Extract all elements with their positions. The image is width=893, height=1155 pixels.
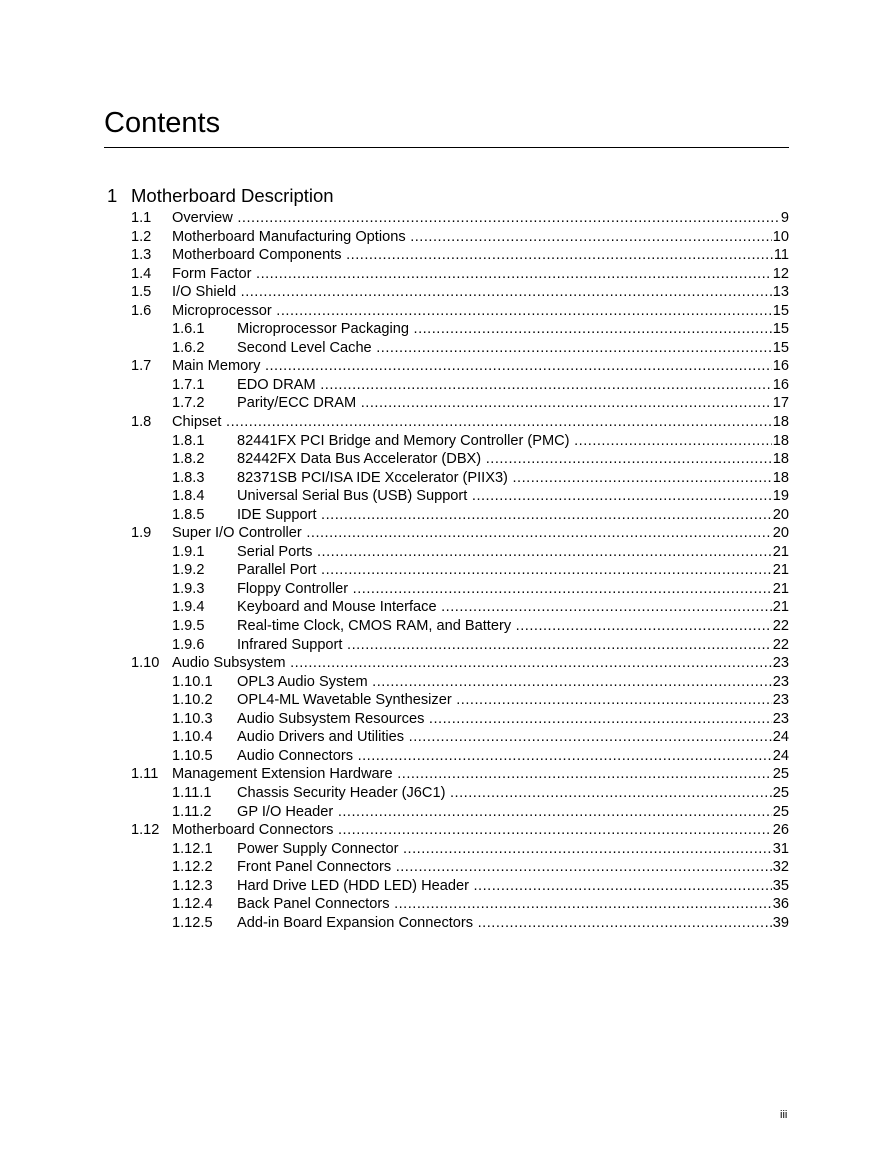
toc-entry-page: 18	[772, 414, 789, 431]
toc-entry[interactable]	[131, 413, 789, 432]
toc-entry[interactable]	[131, 320, 789, 339]
toc-entry-title: Audio Subsystem .....	[172, 654, 789, 673]
toc-entry-page: 9	[780, 210, 789, 226]
toc-entry-title: OPL4-ML Wavetable Synthesizer .....	[237, 691, 789, 710]
toc-entry-page: 39	[772, 914, 789, 931]
toc-entry-title: 82442FX Data Bus Accelerator (DBX) .....	[237, 450, 789, 469]
chapter-title: Motherboard Description	[131, 185, 334, 206]
toc-entry-page: 25	[772, 784, 789, 801]
toc-entry-page: 25	[772, 766, 789, 783]
toc-entry[interactable]	[131, 840, 789, 859]
toc-entry-number: 1.6.2	[172, 339, 205, 356]
toc-entry-title: Power Supply Connector .....	[237, 840, 789, 859]
toc-entry-number: 1.10.4	[172, 729, 213, 746]
toc-entry-page: 24	[772, 729, 789, 746]
toc-entry-number: 1.11.2	[172, 803, 212, 820]
toc-entry-page: 15	[772, 339, 789, 356]
toc-entry-number: 1.4	[131, 265, 152, 282]
toc-entry-page: 19	[772, 488, 789, 505]
toc-entry-number: 1.7.1	[172, 376, 205, 393]
chapter-heading	[107, 184, 334, 208]
toc-entry-page: 26	[772, 822, 789, 839]
toc-entry-number: 1.6.1	[172, 321, 205, 338]
toc-entry-page: 21	[772, 543, 789, 560]
toc-entry-page: 21	[772, 580, 789, 597]
toc-entry-number: 1.9.4	[172, 599, 205, 616]
toc-entry-number: 1.7.2	[172, 395, 205, 412]
toc-entry-title: Second Level Cache .....	[237, 339, 789, 358]
toc-entry[interactable]	[131, 895, 789, 914]
toc-entry[interactable]	[131, 858, 789, 877]
toc-entry-title: Main Memory .....	[172, 357, 789, 376]
toc-entry[interactable]	[131, 803, 789, 822]
toc-entry-title: Infrared Support .....	[237, 636, 789, 655]
toc-entry[interactable]	[131, 283, 789, 302]
toc-entry-number: 1.12.1	[172, 840, 213, 857]
toc-entry-page: 32	[772, 859, 789, 876]
toc-entry-page: 20	[772, 506, 789, 523]
toc-entry-page: 35	[772, 877, 789, 894]
toc-entry[interactable]	[131, 209, 789, 228]
toc-entry[interactable]	[131, 376, 789, 395]
toc-entry-title: Audio Drivers and Utilities .....	[237, 728, 789, 747]
toc-entry-number: 1.10.3	[172, 710, 213, 727]
toc-entry-page: 23	[772, 655, 789, 672]
toc-entry[interactable]	[131, 302, 789, 321]
toc-entry-title: IDE Support .....	[237, 506, 789, 525]
chapter-number: 1	[107, 185, 118, 206]
toc-entry-number: 1.2	[131, 228, 152, 245]
page-number: iii	[780, 1109, 788, 1121]
toc-entry-title: Keyboard and Mouse Interface .....	[237, 598, 789, 617]
toc-entry[interactable]	[131, 654, 789, 673]
toc-entry-number: 1.7	[131, 358, 152, 375]
table-of-contents	[131, 209, 789, 932]
toc-entry-title: Super I/O Controller .....	[172, 524, 789, 543]
toc-entry-number: 1.9.5	[172, 618, 205, 635]
toc-entry-page: 16	[772, 376, 789, 393]
toc-entry-title: Parity/ECC DRAM .....	[237, 394, 789, 413]
toc-entry-title: Microprocessor .....	[172, 302, 789, 321]
toc-entry-page: 11	[773, 247, 789, 264]
toc-entry-title: 82371SB PCI/ISA IDE Xccelerator (PIIX3) .....	[237, 469, 789, 488]
toc-entry-number: 1.9.6	[172, 636, 205, 653]
toc-entry-title: Back Panel Connectors .....	[237, 895, 789, 914]
toc-entry[interactable]	[131, 543, 789, 562]
toc-entry-title: Add-in Board Expansion Connectors .....	[237, 914, 789, 933]
toc-entry-number: 1.8.2	[172, 451, 205, 468]
toc-entry[interactable]	[131, 339, 789, 358]
toc-entry-title: Motherboard Manufacturing Options .....	[172, 228, 789, 247]
toc-entry-page: 12	[772, 265, 789, 282]
toc-entry-page: 18	[772, 451, 789, 468]
toc-entry[interactable]	[131, 877, 789, 896]
toc-entry[interactable]	[131, 673, 789, 692]
toc-entry-title: Front Panel Connectors .....	[237, 858, 789, 877]
toc-entry-page: 21	[772, 562, 789, 579]
toc-entry-number: 1.3	[131, 247, 152, 264]
toc-entry-page: 25	[772, 803, 789, 820]
toc-entry-title: I/O Shield .....	[172, 283, 789, 302]
toc-entry[interactable]	[131, 598, 789, 617]
toc-entry[interactable]	[131, 821, 789, 840]
toc-entry-number: 1.5	[131, 284, 152, 301]
toc-entry-number: 1.9.1	[172, 543, 205, 560]
toc-entry[interactable]	[131, 728, 789, 747]
toc-entry-number: 1.11	[131, 766, 159, 783]
toc-entry-title: Parallel Port .....	[237, 561, 789, 580]
toc-entry-title: EDO DRAM .....	[237, 376, 789, 395]
toc-entry-page: 23	[772, 710, 789, 727]
toc-entry-title: Microprocessor Packaging .....	[237, 320, 789, 339]
toc-entry[interactable]	[131, 691, 789, 710]
toc-entry-number: 1.12	[131, 822, 160, 839]
toc-entry-number: 1.10.5	[172, 747, 213, 764]
toc-entry-title: Universal Serial Bus (USB) Support .....	[237, 487, 789, 506]
toc-entry[interactable]	[131, 765, 789, 784]
toc-entry-number: 1.8	[131, 414, 152, 431]
toc-entry-title: Motherboard Components .....	[172, 246, 789, 265]
toc-entry[interactable]	[131, 265, 789, 284]
toc-entry[interactable]	[131, 246, 789, 265]
toc-entry-page: 24	[772, 747, 789, 764]
toc-entry-number: 1.12.3	[172, 877, 213, 894]
toc-entry-page: 20	[772, 525, 789, 542]
toc-entry-number: 1.8.1	[172, 432, 205, 449]
toc-entry-title: Overview .....	[172, 209, 789, 228]
toc-entry[interactable]	[131, 636, 789, 655]
toc-entry[interactable]	[131, 617, 789, 636]
toc-entry-title: Motherboard Connectors .....	[172, 821, 789, 840]
toc-entry-title: OPL3 Audio System .....	[237, 673, 789, 692]
toc-entry[interactable]	[131, 561, 789, 580]
toc-entry-title: 82441FX PCI Bridge and Memory Controller (PMC) .....	[237, 432, 789, 451]
toc-entry-title: Floppy Controller .....	[237, 580, 789, 599]
toc-entry-page: 21	[772, 599, 789, 616]
toc-entry-number: 1.12.5	[172, 914, 213, 931]
toc-entry-title: Real-time Clock, CMOS RAM, and Battery .....	[237, 617, 789, 636]
toc-entry-number: 1.10.1	[172, 673, 213, 690]
toc-entry-page: 15	[772, 302, 789, 319]
toc-entry[interactable]	[131, 784, 789, 803]
title-rule	[104, 147, 789, 148]
toc-entry-page: 15	[772, 321, 789, 338]
toc-entry[interactable]	[131, 506, 789, 525]
toc-entry[interactable]	[131, 487, 789, 506]
toc-entry-page: 10	[772, 228, 789, 245]
toc-entry-page: 31	[772, 840, 789, 857]
toc-entry[interactable]	[131, 710, 789, 729]
toc-entry-number: 1.9.3	[172, 580, 205, 597]
toc-entry-page: 13	[772, 284, 789, 301]
toc-entry-number: 1.8.4	[172, 488, 205, 505]
toc-entry[interactable]	[131, 580, 789, 599]
toc-entry[interactable]	[131, 914, 789, 933]
toc-entry-number: 1.12.2	[172, 859, 213, 876]
toc-entry-page: 22	[772, 636, 789, 653]
toc-entry-title: GP I/O Header .....	[237, 803, 789, 822]
toc-entry-number: 1.9	[131, 525, 152, 542]
toc-entry-page: 22	[772, 618, 789, 635]
toc-entry[interactable]	[131, 469, 789, 488]
toc-entry-number: 1.9.2	[172, 562, 205, 579]
toc-entry-number: 1.6	[131, 302, 152, 319]
toc-entry-title: Serial Ports .....	[237, 543, 789, 562]
toc-entry-page: 36	[772, 896, 789, 913]
toc-entry[interactable]	[131, 747, 789, 766]
toc-entry-number: 1.8.3	[172, 469, 205, 486]
page-title: Contents	[104, 107, 221, 139]
toc-entry-title: Audio Connectors .....	[237, 747, 789, 766]
toc-entry-page: 17	[772, 395, 789, 412]
toc-entry-title: Form Factor .....	[172, 265, 789, 284]
toc-entry-title: Hard Drive LED (HDD LED) Header .....	[237, 877, 789, 896]
toc-entry[interactable]	[131, 394, 789, 413]
toc-entry-number: 1.10	[131, 655, 160, 672]
toc-entry[interactable]	[131, 432, 789, 451]
toc-entry-page: 18	[772, 432, 789, 449]
toc-entry-number: 1.10.2	[172, 692, 213, 709]
toc-entry-title: Chipset .....	[172, 413, 789, 432]
toc-entry[interactable]	[131, 357, 789, 376]
toc-entry-number: 1.11.1	[172, 784, 212, 801]
toc-entry-page: 23	[772, 692, 789, 709]
toc-entry-page: 16	[772, 358, 789, 375]
toc-entry[interactable]	[131, 450, 789, 469]
toc-entry-number: 1.12.4	[172, 896, 213, 913]
toc-entry-title: Management Extension Hardware .....	[172, 765, 789, 784]
toc-entry-page: 23	[772, 673, 789, 690]
toc-entry-title: Chassis Security Header (J6C1) .....	[237, 784, 789, 803]
toc-entry-number: 1.1	[131, 210, 152, 226]
toc-entry-page: 18	[772, 469, 789, 486]
toc-entry[interactable]	[131, 228, 789, 247]
toc-entry[interactable]	[131, 524, 789, 543]
toc-entry-number: 1.8.5	[172, 506, 205, 523]
toc-entry-title: Audio Subsystem Resources .....	[237, 710, 789, 729]
